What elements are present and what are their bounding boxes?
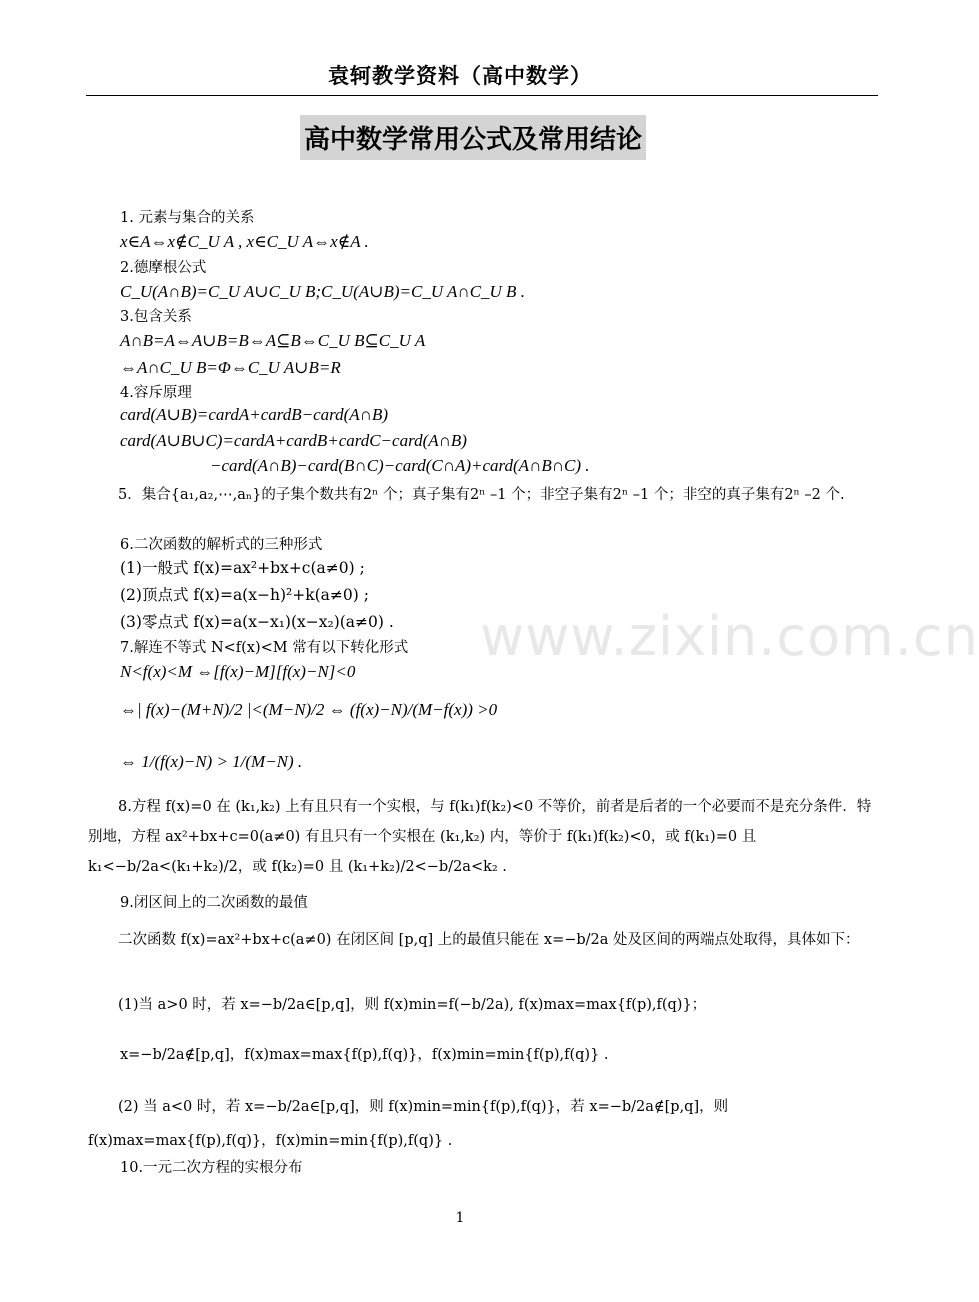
header-rule [86,95,878,96]
item-7-formula-2: ⇔| f(x)−(M+N)/2 |<(M−N)/2 ⇔ (f(x)−N)/(M−f(x)) >0 [120,700,498,719]
document-header: 袁轲教学资料（高中数学） [328,64,592,88]
item-5-text: 5．集合{a₁,a₂,⋯,aₙ}的子集个数共有2ⁿ 个；真子集有2ⁿ –1 个；非空子集有2ⁿ –1 个；非空的真子集有2ⁿ –2 个. [118,487,845,503]
item-9-text: 二次函数 f(x)=ax²+bx+c(a≠0) 在闭区间 [p,q] 上的最值只能在 x=−b/2a 处及区间的两端点处取得，具体如下： [118,932,860,948]
item-3-formula-2: ⇔A∩C_U B=Φ⇔C_U A∪B=R [120,358,341,377]
item-9-case-1-else: x=−b/2a∉[p,q]，f(x)max=max{f(p),f(q)}，f(x)min=min{f(p),f(q)} . [120,1047,609,1063]
item-1-formula: x∈A⇔x∉C_U A , x∈C_U A⇔x∉A . [120,232,369,251]
page-title: 高中数学常用公式及常用结论 [300,115,646,160]
item-4-formula-3: −card(A∩B)−card(B∩C)−card(C∩A)+card(A∩B∩C) . [210,456,590,475]
item-9-heading: 9.闭区间上的二次函数的最值 [120,895,308,911]
item-6-general-form: (1)一般式 f(x)=ax²+bx+c(a≠0) ; [120,559,365,577]
item-6-heading: 6.二次函数的解析式的三种形式 [120,537,323,553]
item-9-case-1: (1)当 a>0 时，若 x=−b/2a∈[p,q]，则 f(x)min=f(−b/2a), f(x)max=max{f(p),f(q)}； [118,997,707,1013]
item-6-zero-form: (3)零点式 f(x)=a(x−x₁)(x−x₂)(a≠0) . [120,613,394,631]
item-4-formula-1: card(A∪B)=cardA+cardB−card(A∩B) [120,405,389,424]
item-2-formula: C_U(A∩B)=C_U A∪C_U B;C_U(A∪B)=C_U A∩C_U B . [120,282,525,301]
item-4-formula-2: card(A∪B∪C)=cardA+cardB+cardC−card(A∩B) [120,431,467,450]
item-2-heading: 2.德摩根公式 [120,260,207,276]
page-number: 1 [455,1210,465,1226]
item-7-formula-1: N<f(x)<M ⇔[f(x)−M][f(x)−N]<0 [120,662,356,681]
item-8-text: 8.方程 f(x)=0 在 (k₁,k₂) 上有且只有一个实根，与 f(k₁)f(k₂)<0 不等价，前者是后者的一个必要而不是充分条件．特别地，方程 ax²+bx+c=0(a≠0) 有且只有一个实根在 (k₁,k₂) 内，等价于 f(k₁)f(k₂)<0，或 f(k₁)=0 且 k₁<−b/2a<(k₁+k₂)/2，或 f(k₂)=0 且 (k₁+k₂)/2<−b/2a<k₂ . [88,799,872,875]
item-6-vertex-form: (2)顶点式 f(x)=a(x−h)²+k(a≠0) ; [120,586,369,604]
item-10-heading: 10.一元二次方程的实根分布 [120,1160,303,1176]
item-3-formula-1: A∩B=A⇔A∪B=B⇔A⊆B⇔C_U B⊆C_U A [120,331,426,350]
item-7-formula-3: ⇔ 1/(f(x)−N) > 1/(M−N) . [120,752,303,771]
watermark: www.zixin.com.cn [480,605,979,668]
item-1-heading: 1. 元素与集合的关系 [120,210,255,226]
item-7-heading: 7.解连不等式 N<f(x)<M 常有以下转化形式 [120,640,409,656]
item-3-heading: 3.包含关系 [120,309,192,325]
item-9-case-2: (2) 当 a<0 时，若 x=−b/2a∈[p,q]，则 f(x)min=min{f(p),f(q)}，若 x=−b/2a∉[p,q]，则 f(x)max=max{f(p),f(q)}，f(x)min=min{f(p),f(q)} . [88,1099,729,1149]
item-4-heading: 4.容斥原理 [120,385,192,401]
